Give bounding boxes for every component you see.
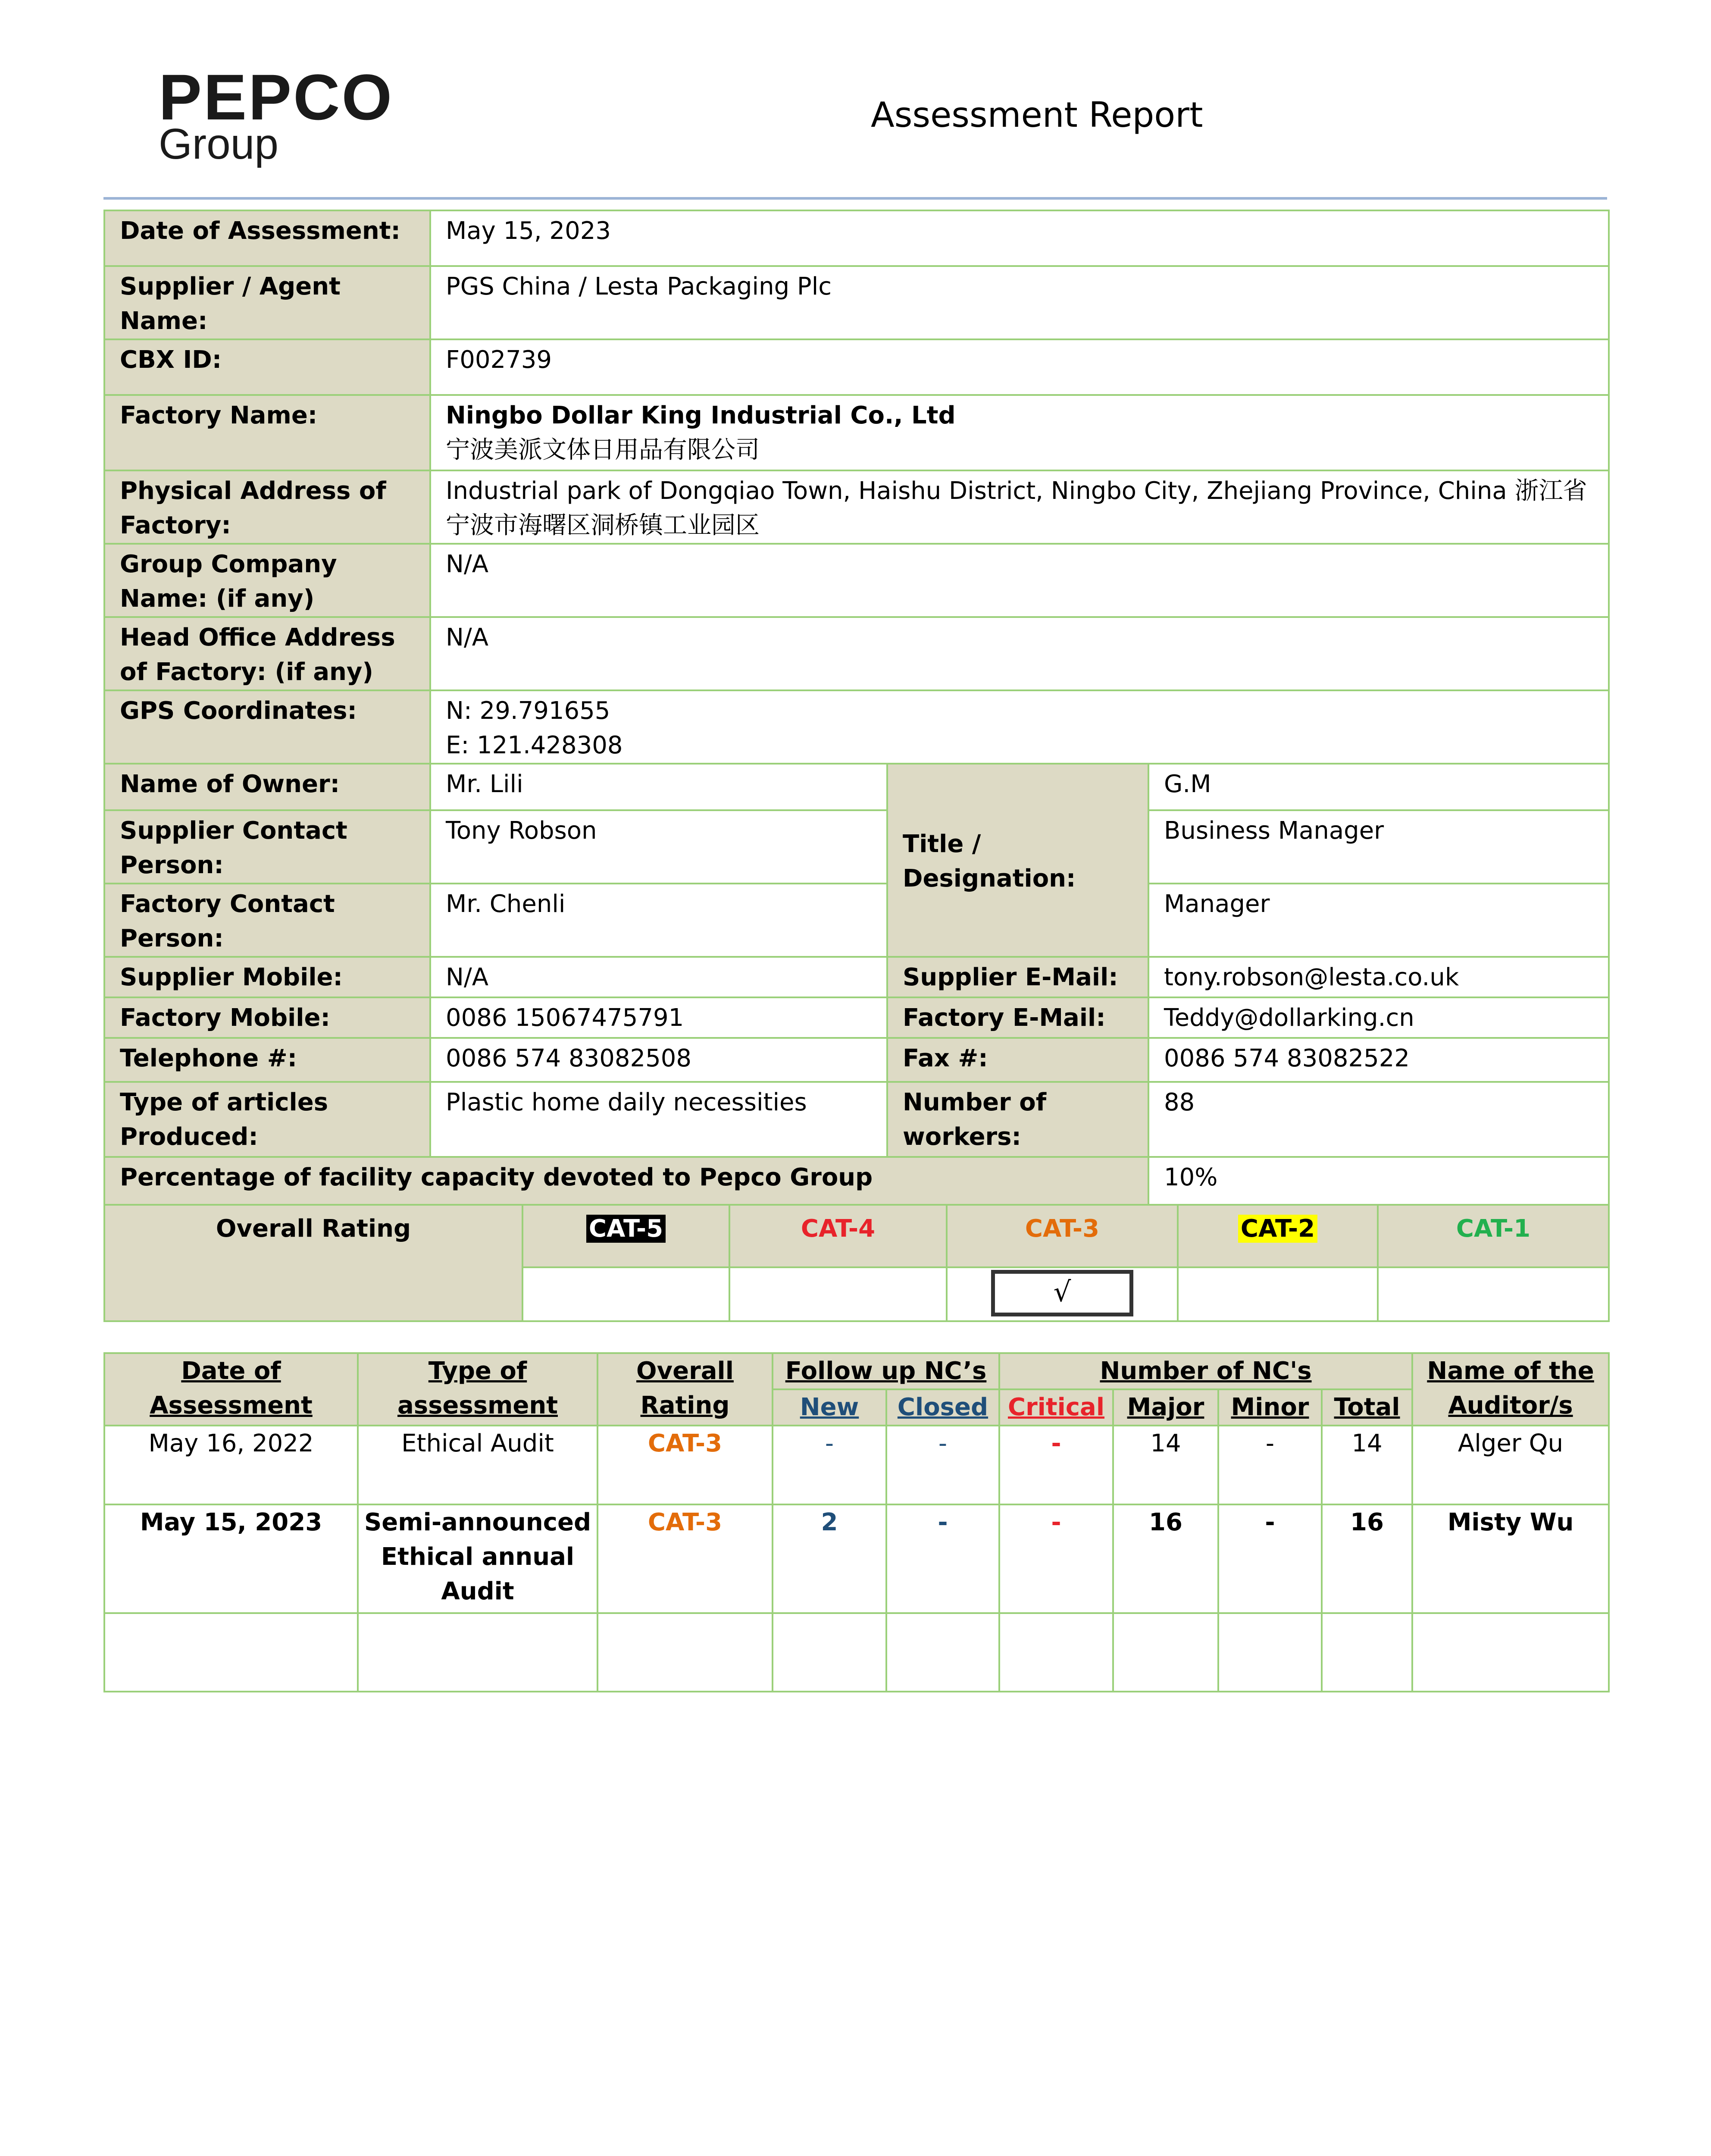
- factory-mobile-value: 0086 15067475791: [430, 997, 887, 1038]
- pepco-group-logo: [159, 61, 400, 168]
- cat-5-label: CAT-5: [586, 1215, 666, 1243]
- group-company-label: Group Company Name: (if any): [104, 544, 430, 617]
- row-closed: -: [886, 1504, 999, 1613]
- total-header: Total: [1322, 1389, 1412, 1426]
- capacity-label: Percentage of facility capacity devoted to Pepco Group: [104, 1157, 1148, 1217]
- gps-cell: [430, 690, 1609, 764]
- factory-contact-label: Factory Contact Person:: [104, 884, 430, 957]
- cat-3-cell: [947, 1267, 1178, 1321]
- empty-cell: [597, 1613, 773, 1692]
- date-value: May 15, 2023: [430, 210, 1609, 266]
- date-header: Date of Assessment: [104, 1353, 358, 1426]
- cat-3-label: CAT-3: [1025, 1215, 1100, 1243]
- supplier-contact-value: Tony Robson: [430, 810, 887, 884]
- empty-cell: [1218, 1613, 1322, 1692]
- factory-contact-value: Mr. Chenli: [430, 884, 887, 957]
- fax-label: Fax #:: [887, 1038, 1148, 1082]
- factory-name-value: Ningbo Dollar King Industrial Co., Ltd: [446, 401, 956, 429]
- row-type: Semi-announced Ethical annual Audit: [358, 1504, 597, 1613]
- cat-3-header: [947, 1205, 1178, 1267]
- factory-email-value: Teddy@dollarking.cn: [1148, 997, 1609, 1038]
- cbx-label: CBX ID:: [104, 339, 430, 395]
- row-critical: -: [999, 1504, 1113, 1613]
- owner-value: Mr. Lili: [430, 764, 887, 810]
- gps-label: GPS Coordinates:: [104, 690, 430, 764]
- supplier-label: Supplier / Agent Name:: [104, 266, 430, 339]
- empty-cell: [1412, 1613, 1609, 1692]
- logo-line-1: PEPCO: [159, 61, 394, 133]
- supplier-email-label: Supplier E-Mail:: [887, 957, 1148, 997]
- group-company-value: N/A: [430, 544, 1609, 617]
- table-row: [104, 1426, 1609, 1504]
- cat-2-header: [1178, 1205, 1378, 1267]
- auditor-header: Name of the Auditor/s: [1412, 1353, 1609, 1426]
- major-header: Major: [1113, 1389, 1218, 1426]
- row-total: 14: [1322, 1426, 1412, 1504]
- supplier-email-value: tony.robson@lesta.co.uk: [1148, 957, 1609, 997]
- row-rating: CAT-3: [597, 1426, 773, 1504]
- factory-mobile-label: Factory Mobile:: [104, 997, 430, 1038]
- telephone-value: 0086 574 83082508: [430, 1038, 887, 1082]
- closed-header: Closed: [886, 1389, 999, 1426]
- row-rating: CAT-3: [597, 1504, 773, 1613]
- row-minor: -: [1218, 1504, 1322, 1613]
- head-office-value: N/A: [430, 617, 1609, 690]
- overall-rating-label: Overall Rating: [104, 1205, 522, 1321]
- address-value: Industrial park of Dongqiao Town, Haishu District, Ningbo City, Zhejiang Province, China 浙江省宁波市海曙区洞桥镇工业园区: [430, 470, 1609, 544]
- minor-header: Minor: [1218, 1389, 1322, 1426]
- address-label: Physical Address of Factory:: [104, 470, 430, 544]
- cbx-value: F002739: [430, 339, 1609, 395]
- factory-name-label: Factory Name:: [104, 395, 430, 470]
- cat-1-header: [1378, 1205, 1609, 1267]
- cat-1-cell: [1378, 1267, 1609, 1321]
- cat-4-label: CAT-4: [801, 1215, 876, 1243]
- row-major: 16: [1113, 1504, 1218, 1613]
- assessment-history-table: [103, 1352, 1610, 1692]
- row-date: May 15, 2023: [104, 1504, 358, 1613]
- cat-1-label: CAT-1: [1456, 1215, 1531, 1243]
- cat-4-cell: [729, 1267, 947, 1321]
- row-minor: -: [1218, 1426, 1322, 1504]
- row-critical: -: [999, 1426, 1113, 1504]
- table-row: [104, 1504, 1609, 1613]
- supplier-contact-label: Supplier Contact Person:: [104, 810, 430, 884]
- gps-north: N: 29.791655: [446, 697, 610, 725]
- gps-east: E: 121.428308: [446, 731, 623, 759]
- header-divider: [103, 197, 1607, 200]
- supplier-contact-title: Business Manager: [1148, 810, 1609, 884]
- row-total: 16: [1322, 1504, 1412, 1613]
- overall-rating-table: [103, 1204, 1610, 1322]
- date-label: Date of Assessment:: [104, 210, 430, 266]
- owner-label: Name of Owner:: [104, 764, 430, 810]
- row-major: 14: [1113, 1426, 1218, 1504]
- row-new: 2: [773, 1504, 886, 1613]
- row-type: Ethical Audit: [358, 1426, 597, 1504]
- table-row-empty: [104, 1613, 1609, 1692]
- head-office-label: Head Office Address of Factory: (if any): [104, 617, 430, 690]
- factory-contact-title: Manager: [1148, 884, 1609, 957]
- page-title: Assessment Report: [871, 95, 1203, 135]
- empty-cell: [773, 1613, 886, 1692]
- number-nc-header: Number of NC's: [999, 1353, 1412, 1389]
- workers-value: 88: [1148, 1082, 1609, 1157]
- cat-4-header: [729, 1205, 947, 1267]
- row-auditor: Alger Qu: [1412, 1426, 1609, 1504]
- type-header: Type of assessment: [358, 1353, 597, 1426]
- empty-cell: [1113, 1613, 1218, 1692]
- row-new: -: [773, 1426, 886, 1504]
- empty-cell: [999, 1613, 1113, 1692]
- row-date: May 16, 2022: [104, 1426, 358, 1504]
- rating-checkmark: √: [991, 1270, 1133, 1316]
- supplier-value: PGS China / Lesta Packaging Plc: [430, 266, 1609, 339]
- overall-header: Overall Rating: [597, 1353, 773, 1426]
- factory-email-label: Factory E-Mail:: [887, 997, 1148, 1038]
- row-closed: -: [886, 1426, 999, 1504]
- cat-2-label: CAT-2: [1238, 1215, 1317, 1243]
- factory-name-cn: 宁波美派文体日用品有限公司: [446, 436, 760, 464]
- supplier-mobile-label: Supplier Mobile:: [104, 957, 430, 997]
- follow-up-header: Follow up NC’s: [773, 1353, 999, 1389]
- cat-5-header: [522, 1205, 729, 1267]
- cat-5-cell: [522, 1267, 729, 1321]
- empty-cell: [104, 1613, 358, 1692]
- telephone-label: Telephone #:: [104, 1038, 430, 1082]
- title-label: Title / Designation:: [887, 764, 1148, 957]
- new-header: New: [773, 1389, 886, 1426]
- empty-cell: [1322, 1613, 1412, 1692]
- logo-line-2: Group: [159, 120, 278, 168]
- empty-cell: [886, 1613, 999, 1692]
- row-auditor: Misty Wu: [1412, 1504, 1609, 1613]
- factory-name-cell: [430, 395, 1609, 470]
- workers-label: Number of workers:: [887, 1082, 1148, 1157]
- factory-info-table: [103, 210, 1610, 1218]
- articles-label: Type of articles Produced:: [104, 1082, 430, 1157]
- cat-2-cell: [1178, 1267, 1378, 1321]
- fax-value: 0086 574 83082522: [1148, 1038, 1609, 1082]
- empty-cell: [358, 1613, 597, 1692]
- critical-header: Critical: [999, 1389, 1113, 1426]
- owner-title: G.M: [1148, 764, 1609, 810]
- articles-value: Plastic home daily necessities: [430, 1082, 887, 1157]
- supplier-mobile-value: N/A: [430, 957, 887, 997]
- capacity-value: 10%: [1148, 1157, 1609, 1217]
